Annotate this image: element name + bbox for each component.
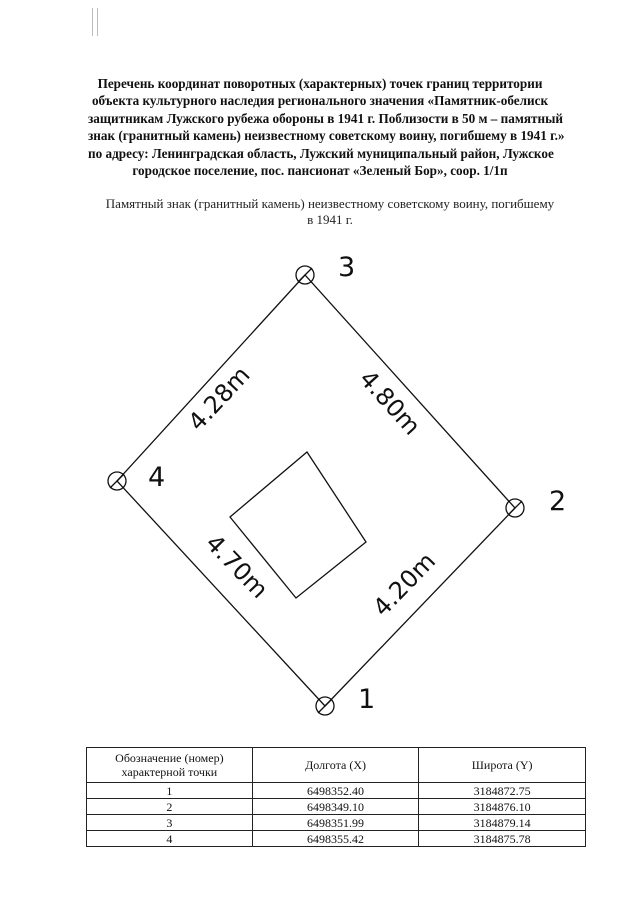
edge-label-1-4: 4.70m [199,529,274,604]
cell-point: 2 [87,799,253,815]
point-label-4: 4 [148,462,166,493]
title-line: объекта культурного наследия регионального значения «Памятник-обелиск [91,93,549,109]
cell-x: 6498355.42 [252,831,419,847]
edge-label-4-3: 4.28m [182,360,256,437]
point-marker-2 [506,499,524,517]
column-header-point: Обозначение (номер) характерной точки [87,748,253,783]
point-label-3: 3 [338,252,356,283]
column-header-x: Долгота (X) [252,748,419,783]
cell-point: 1 [87,783,253,799]
cell-point: 3 [87,815,253,831]
table-row [87,783,586,799]
point-marker-4 [108,472,126,490]
point-label-2: 2 [549,486,567,517]
title-line: по адресу: Ленинградская область, Лужский муниципальный район, Лужское [88,145,554,161]
point-label-1: 1 [358,684,376,715]
coordinates-table [86,747,586,847]
cell-x: 6498351.99 [252,815,419,831]
cell-y: 3184872.75 [419,783,586,799]
table-header-row [87,748,586,783]
cell-point: 4 [87,831,253,847]
title-line: защитникам Лужского рубежа обороны в 1941 г. Поблизости в 50 м – памятный [88,110,563,126]
title-line: Перечень координат поворотных (характерных) точек границ территории [97,76,543,91]
title-line: знак (гранитный камень) неизвестному советскому воину, погибшему в 1941 г.» [88,128,565,144]
boundary-polygon [117,275,515,706]
cell-x: 6498352.40 [252,783,419,799]
subtitle-line: Памятный знак (гранитный камень) неизвестному советскому воину, погибшему [105,196,555,211]
point-marker-1 [316,697,334,715]
table-row [87,815,586,831]
edge-label-3-2: 4.80m [353,364,427,441]
cell-y: 3184875.78 [419,831,586,847]
table-row [87,799,586,815]
title-line: городское поселение, пос. пансионат «Зеленый Бор», соор. 1/1п [132,163,508,179]
table-row [87,831,586,847]
cell-y: 3184876.10 [419,799,586,815]
point-marker-3 [296,266,314,284]
edge-label-2-1: 4.20m [367,547,442,622]
cell-x: 6498349.10 [252,799,419,815]
column-header-y: Широта (Y) [419,748,586,783]
subtitle-line: в 1941 г. [307,212,353,227]
cell-y: 3184879.14 [419,815,586,831]
